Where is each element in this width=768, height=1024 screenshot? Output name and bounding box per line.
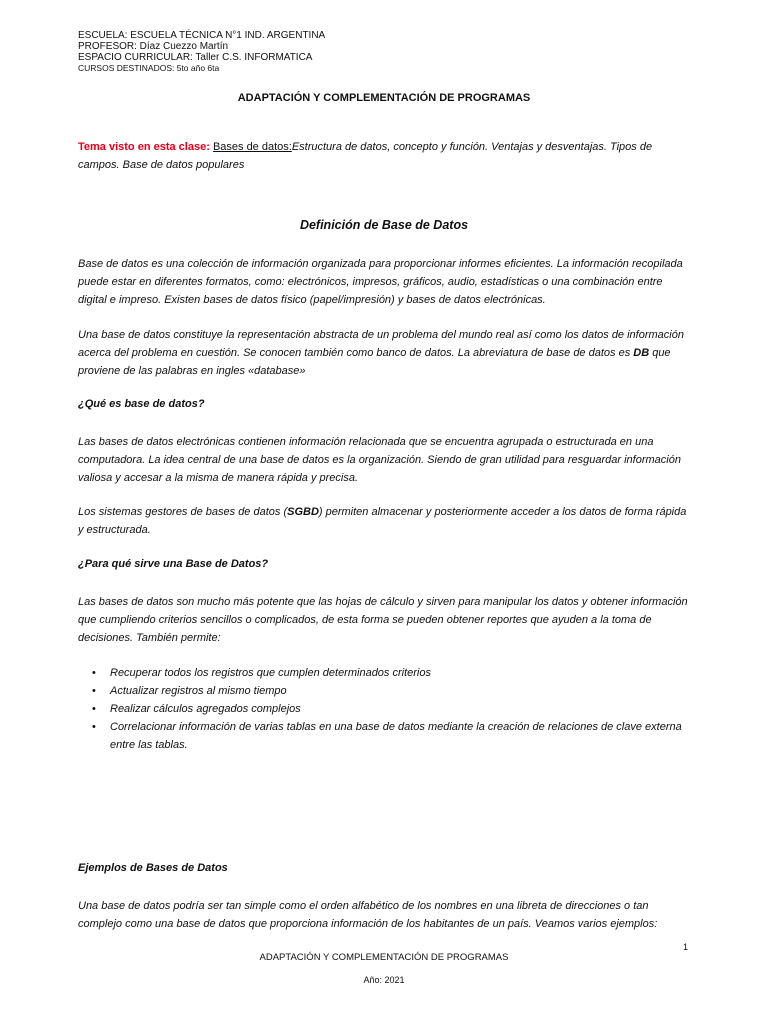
- footer-title: ADAPTACIÓN Y COMPLEMENTACIÓN DE PROGRAMAS: [259, 952, 509, 963]
- page-number: 1: [683, 942, 689, 952]
- header-subject: ESPACIO CURRICULAR: Taller C.S. INFORMATICA: [78, 52, 313, 63]
- paragraph-abstraction-text: Una base de datos constituye la representación abstracta de un problema del mundo real así como los datos de información acerca del problema en cuestión. Se conocen también como banco de datos. La abreviatura de base de datos es: [78, 329, 684, 359]
- paragraph-sgbd: [78, 503, 690, 539]
- examples-heading: Ejemplos de Bases de Datos: [78, 862, 228, 874]
- list-item: • Actualizar registros al mismo tiempo: [78, 682, 690, 700]
- topic-details: Estructura de datos, concepto y función. Ventajas y desventajas. Tipos de campos. Base de datos populares: [78, 141, 653, 171]
- paragraph-electronic-db: Las bases de datos electrónicas contienen información relacionada que se encuentra agrupada o estructurada en una computadora. La idea central de una base de datos es la organización. Siendo de gran utilidad para resguardar información valiosa y accesar a la misma de manera rápida y precisa.: [78, 436, 681, 484]
- sgbd-abbreviation: SGBD: [287, 506, 319, 518]
- db-abbreviation: DB: [633, 347, 650, 359]
- header-teacher: PROFESOR: Díaz Cuezzo Martín: [78, 41, 229, 52]
- list-item: • Realizar cálculos agregados complejos: [78, 700, 690, 718]
- bullet-icon: •: [92, 721, 96, 733]
- list-item: • Recuperar todos los registros que cumplen determinados criterios: [78, 664, 690, 682]
- bullet-icon: •: [92, 667, 96, 679]
- question-what-is: ¿Qué es base de datos?: [78, 398, 205, 410]
- features-list: [78, 664, 690, 754]
- list-item: • Correlacionar información de varias tablas en una base de datos mediante la creación de relaciones de clave externa entre las tablas.: [78, 718, 690, 754]
- definition-heading: Definición de Base de Datos: [299, 218, 469, 232]
- header-school: ESCUELA: ESCUELA TÉCNICA N°1 IND. ARGENTINA: [78, 30, 326, 41]
- footer-year: Año: 2021: [363, 975, 405, 985]
- paragraph-sgbd-text: Los sistemas gestores de bases de datos (: [78, 506, 288, 518]
- paragraph-sgbd-end: ) permiten almacenar y posteriormente acceder a los datos de forma rápida y estructurada.: [78, 506, 687, 536]
- document-title: ADAPTACIÓN Y COMPLEMENTACIÓN DE PROGRAMAS: [237, 92, 531, 104]
- topic-name: Bases de datos:: [212, 141, 292, 153]
- document-header: [78, 30, 325, 73]
- paragraph-examples: Una base de datos podría ser tan simple como el orden alfabético de los nombres en una libreta de direcciones o tan complejo como una base de datos que proporciona información de los habitantes de un país. Veamos varios ejemplos:: [78, 900, 658, 930]
- topic-label: Tema visto en esta clase:: [78, 141, 210, 153]
- bullet-icon: •: [92, 685, 96, 697]
- paragraph-definition: Base de datos es una colección de información organizada para proporcionar informes eficientes. La información recopilada puede estar en diferentes formatos, como: electrónicos, impresos, gráficos, audio, estadísticas o una combinación entre digital e impreso. Existen bases de datos físico (papel/impresión) y bases de datos electrónicas.: [78, 258, 683, 306]
- class-topic: [78, 138, 688, 174]
- bullet-icon: •: [92, 703, 96, 715]
- paragraph-abstraction-end: que proviene de las palabras en ingles «database»: [78, 347, 671, 377]
- paragraph-abstraction: [78, 326, 690, 380]
- question-what-for: ¿Para qué sirve una Base de Datos?: [78, 558, 269, 570]
- paragraph-purpose: Las bases de datos son mucho más potente que las hojas de cálculo y sirven para manipular los datos y obtener información que cumpliendo criterios sencillos o complicados, de esta forma se pueden obtener reportes que ayuden a la toma de decisiones. También permite:: [78, 596, 688, 644]
- header-courses: CURSOS DESTINADOS: 5to año 6ta: [78, 63, 220, 73]
